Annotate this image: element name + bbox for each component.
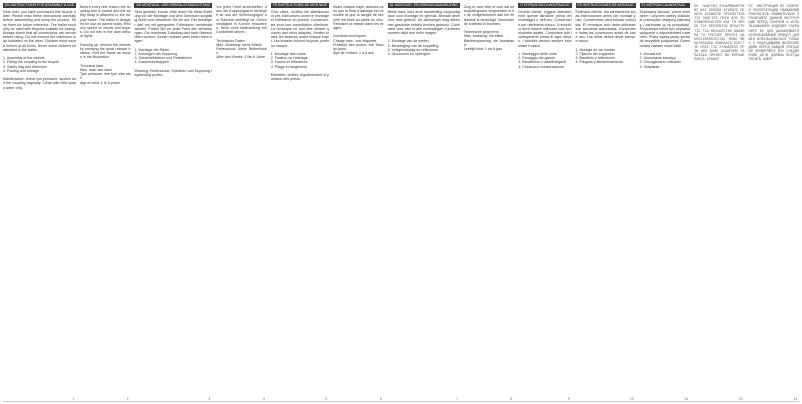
page-number: 10	[630, 397, 634, 401]
section-header-bar: IT ISTRUZIONI DI MONTAGGIO	[520, 3, 570, 7]
section-header-bar: ES INSTRUCCIONES DE MONTAJE	[577, 3, 634, 7]
text-column	[694, 3, 747, 401]
column-body-text: Vor jeder Fahrt sicherstellen, dass der Kupplungsarm verriegelt ist und der Sicherungsgurt am Rahmen befestigt ist. Geschwindigkeit in Kurven reduzieren. Nicht ohne Beleuchtung bei Dunkelheit fahren. Technische Daten Max. Zuladung: siehe Etikett Reifendruck: siehe Reifenflanke Alter des Kindes: 1 bis 6 Jahre	[216, 5, 267, 60]
page-number: 6	[379, 397, 382, 401]
text-column	[216, 3, 266, 401]
page-number: 11	[684, 397, 689, 401]
page-number: 3	[208, 397, 211, 401]
section-header-bar: NL MONTAGE- EN GEBRUIKSAANWIJZING	[389, 3, 458, 7]
text-column	[80, 3, 130, 401]
column-body-text: РУ ИНСТРУКЦИЯ ПО СБОРКЕ И ЭКСПЛУАТАЦИИ УВАЖАЕМЫЙ ПОКУПАТЕЛЬ ВНИМАТЕЛЬНО ПРОЧИТАЙТЕ ДАННУЮ ИНСТРУКЦИЮ ПЕРЕД СБОРКОЙ И ИСПОЛЬЗОВАНИЕМ ИЗДЕЛИЯ СОХРАНИТЕ ЕЕ ДЛЯ ДАЛЬНЕЙШЕГО ИСПОЛЬЗОВАНИЯ ПРИЦЕП ДОЛЖЕН ИСПОЛЬЗОВАТЬСЯ ТОЛЬКО С ПОДХОДЯЩИМИ ВЕЛОСИПЕДАМИ ПЕРЕД КАЖДОЙ ПОЕЗДКОЙ ПРОВЕРЯЙТЕ ВСЕ СОЕДИНЕНИЯ ДЕТИ ДОЛЖНЫ ВСЕГДА НОСИТЬ ШЛЕМ	[748, 5, 802, 63]
column-body-text: Beste klant, lees deze handleiding zorgvuldig door voor montage en gebruik. Bewaar deze voor later gebruik. De aanhanger mag alleen met geschikte fietsen worden gebruikt. Controleer voor elke rit alle verbindingen. Kinderen moeten altijd een helm dragen. 1. Montage van de wielen 2. Bevestiging van de koppeling 3. Veiligheidsvlag en reflectoren 4. Opvouwen en opbergen	[387, 10, 460, 57]
column-body-text: Cher client, veuillez lire attentivement ces instructions avant le montage et l'utilisation du produit. Conservez-les pour une consultation ultérieure. La remorque ne doit être utilisée qu'avec des vélos adaptés. Vérifiez toutes les fixations avant chaque trajet. Les enfants doivent toujours porter un casque. 1. Montage des roues 2. Fixation de l'attelage 3. Fanion et réflecteurs 4. Pliage et rangement Entretien: vérifiez régulièrement la pression des pneus.	[270, 10, 330, 82]
page-number: 4	[262, 397, 265, 401]
text-column	[134, 3, 212, 401]
text-column	[640, 3, 690, 401]
column-body-text: Zorg er voor elke rit voor dat de koppelingsarm vergrendeld is en de veiligheidsriem aan het fietsframe is bevestigd. Verminder de snelheid in bochten. Technische gegevens Max. belasting: zie etiket Bandenspanning: zie bandwand Leeftijd kind: 1 tot 6 jaar	[463, 5, 515, 52]
text-column	[748, 3, 802, 401]
section-header-bar: FR INSTRUCTIONS DE MONTAGE	[272, 3, 328, 7]
column-body-text: Szanowny kliencie, przed montażem i użyciem należy dokładnie przeczytać niniejszą instrukcję i zachować ją na przyszłość. Przyczepka może być używana wyłącznie z odpowiednimi rowerami. Przed każdą jazdą sprawdź wszystkie połączenia. Dzieci muszą zawsze nosić kask. 1. Montaż kół 2. Mocowanie zaczepu 3. Chorągiewka i odblaski 4. Składanie	[639, 10, 691, 69]
text-column	[271, 3, 329, 401]
column-body-text: Avant chaque trajet, assurez-vous que le bras d'attelage est verrouillé et que la sangle de sécurité est fixée au cadre du vélo. Réduisez la vitesse dans les virages. Données techniques Charge max.: voir étiquette Pression des pneus: voir flanc du pneu Âge de l'enfant: 1 à 6 ans	[333, 5, 384, 56]
bottom-rule	[3, 401, 799, 402]
column-body-text: Gentile cliente, leggere attentamente queste istruzioni prima del montaggio e dell'uso. Conservarle per riferimento futuro. Il rimorchio deve essere utilizzato solo con biciclette adatte. Controllare tutti i collegamenti prima di ogni utilizzo. I bambini devono sempre indossare il casco. 1. Montaggio delle ruote 2. Fissaggio del gancio 3. Bandierina e catarifrangenti 4. Chiusura e conservazione	[518, 10, 572, 69]
page-number: 13	[793, 397, 797, 401]
text-column	[518, 3, 571, 401]
page-number: 8	[510, 397, 513, 401]
column-body-text: Before every ride ensure the coupling arm is locked and the safety strap is attached to the bicycle frame. The trailer is designed for use on paved roads. Reduce speed on bends and slopes. Do not ride in the dark without lights. Packing up: remove the wheels by pressing the quick release buttons. Fold the frame as shown in the illustration. Technical data Max. load: see label Tyre pressure: see tyre side wall Age of child: 1 to 6 years	[80, 5, 131, 85]
page-number: 7	[456, 397, 458, 401]
text-column	[576, 3, 636, 401]
page-number: 2	[126, 397, 129, 401]
page-number: 9	[567, 397, 570, 401]
column-body-text: Sehr geehrter Kunde, bitte lesen Sie diese Anleitung vor der Montage und dem Gebrauch sorgfältig durch und bewahren Sie sie auf. Der Anhänger darf nur mit geeigneten Fahrrädern verwendet werden. Prüfen Sie vor jeder Fahrt alle Verbindungen. Die maximale Zuladung darf nicht überschritten werden. Kinder müssen stets einen Helm tragen. 1. Montage der Räder 2. Anbringen der Kupplung 3. Sicherheitsfahne und Reflektoren 4. Zusammenklappen Wartung: Reifendruck, Speichen und Kupplung regelmäßig prüfen.	[134, 10, 213, 78]
page-number: 12	[738, 397, 743, 401]
text-column	[3, 3, 76, 401]
page-number: 1	[72, 397, 75, 401]
text-column	[464, 3, 514, 401]
column-body-text: Estimado cliente, lea atentamente estas instrucciones antes del montaje y uso. Consérvelas para futuras consultas. El remolque solo debe utilizarse con bicicletas adecuadas. Compruebe todas las conexiones antes de cada uso. Los niños deben llevar siempre casco. 1. Montaje de las ruedas 2. Fijación del enganche 3. Banderín y reflectores 4. Plegado y almacenamiento	[575, 10, 636, 65]
section-header-bar: EN INSTRUCTIONS FOR ASSEMBLY & USE	[5, 3, 75, 7]
text-column	[388, 3, 460, 401]
column-body-text: ΕΛ ΟΔΗΓΙΕΣ ΣΥΝΑΡΜΟΛΟΓΗΣΗΣ ΚΑΙ ΧΡΗΣΗΣ ΑΓΑΠΗΤΕ ΠΕΛΑΤΗ ΔΙΑΒΑΣΤΕ ΠΡΟΣΕΚΤΙΚΑ ΤΙΣ ΟΔΗΓΙΕΣ ΠΡΙΝ ΑΠΟ ΤΗ ΣΥΝΑΡΜΟΛΟΓΗΣΗ ΚΑΙ ΤΗ ΧΡΗΣΗ ΤΟΥ ΠΡΟΪΟΝΤΟΣ ΦΥΛΑΞΤΕ ΤΙΣ ΓΙΑ ΜΕΛΛΟΝΤΙΚΗ ΑΝΑΦΟΡΑ ΤΟ ΤΡΕΙΛΕΡ ΠΡΕΠΕΙ ΝΑ ΧΡΗΣΙΜΟΠΟΙΕΙΤΑΙ ΜΟΝΟ ΜΕ ΚΑΤΑΛΛΗΛΑ ΠΟΔΗΛΑΤΑ ΕΛΕΓΞΤΕ ΟΛΕΣ ΤΙΣ ΣΥΝΔΕΣΕΙΣ ΠΡΙΝ ΑΠΟ ΚΑΘΕ ΔΙΑΔΡΟΜΗ ΤΑ ΠΑΙΔΙΑ ΠΡΕΠΕΙ ΝΑ ΦΟΡΑΝΕ ΠΑΝΤΑ ΚΡΑΝΟΣ	[694, 5, 747, 63]
page-number: 5	[325, 397, 328, 401]
section-header-bar: PL INSTRUKCJA MONTAŻU	[640, 3, 690, 8]
text-column	[333, 3, 383, 401]
column-body-text: Dear user, you have purchased this bicycle trailer. Please read these instructions carefully before assembling and using the product. Keep them for future reference. The trailer must only be used with bicycles suitable for towing. Always check that all connections are secure before riding. Do not exceed the maximum load indicated on the label. Children must wear a helmet at all times. Never leave children unattended in the trailer. 1. Assembly of the wheels 2. Fitting the coupling to the bicycle 3. Safety flag and reflectors 4. Folding and storage Maintenance: check tyre pressure, spokes and the coupling regularly. Clean with mild soapy water only.	[3, 10, 77, 90]
section-header-bar: DE MONTAGE- UND GEBRAUCHSANLEITUNG	[136, 3, 211, 7]
